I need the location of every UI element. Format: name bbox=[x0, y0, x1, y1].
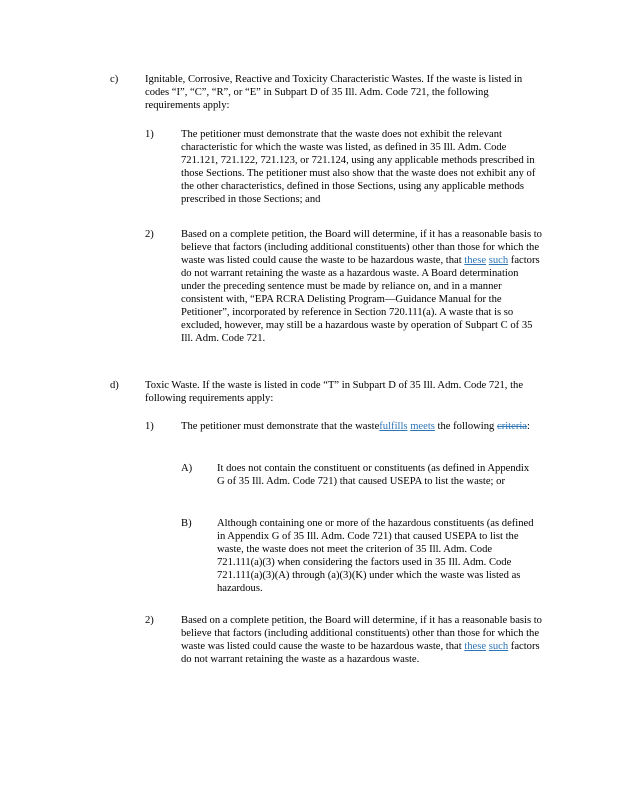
revision-inserted-such-2[interactable]: such bbox=[488, 641, 509, 652]
item-d1-text bbox=[181, 420, 543, 433]
section-c-label: c) bbox=[110, 74, 119, 85]
item-d1-label: 1) bbox=[145, 421, 154, 432]
revision-inserted-meets[interactable]: meets bbox=[410, 421, 435, 432]
section-d-intro: Toxic Waste. If the waste is listed in code “T” in Subpart D of 35 Ill. Adm. Code 721, the following requirements apply: bbox=[145, 380, 524, 404]
subitem-b-text: Although containing one or more of the hazardous constituents (as defined in Appendix G of 35 Ill. Adm. Code 721) that caused USEPA to list the waste, the waste does not meet the criterion of 35 Ill. Adm. Code 721.111(a)(3) when considering the factors used in 35 Ill. Adm. Code 721.111(a)(3)(A) through (a)(3)(K) under which the waste was listed as hazardous. bbox=[217, 518, 534, 594]
item-c1-label: 1) bbox=[145, 129, 154, 140]
item-c2-text bbox=[181, 228, 543, 345]
revision-deleted-criteria[interactable]: criteria bbox=[497, 421, 527, 432]
revision-inserted-these-2[interactable]: these bbox=[464, 641, 487, 652]
revision-inserted-these[interactable]: these bbox=[464, 255, 487, 266]
item-c1-text: The petitioner must demonstrate that the waste does not exhibit the relevant characteristic for which the waste was listed, as defined in 35 Ill. Adm. Code 721.121, 721.122, 721.123, or 721.124, using any applicable methods prescribed in those Sections. The petitioner must also show that the waste does not exhibit any of the other characteristics, defined in those Sections, using any applicable methods prescribed in those Sections; and bbox=[181, 129, 536, 205]
item-c2-text-before: Based on a complete petition, the Board will determine, if it has a reasonable basis to believe that factors (including additional constituents) other than those for which the waste was listed could cause the waste to be hazardous waste, that bbox=[181, 229, 542, 266]
item-c2-label: 2) bbox=[145, 229, 154, 240]
revision-inserted-fulfills[interactable]: fulfills bbox=[379, 421, 408, 432]
section-c-intro: Ignitable, Corrosive, Reactive and Toxicity Characteristic Wastes. If the waste is listed in codes “I”, “C”, “R”, or “E” in Subpart D of 35 Ill. Adm. Code 721, the following requirements apply: bbox=[145, 74, 523, 111]
subitem-a-text: It does not contain the constituent or constituents (as defined in Appendix G of 35 Ill. Adm. Code 721) that caused USEPA to list the waste; or bbox=[217, 463, 530, 487]
item-d1-text-mid: the following bbox=[434, 421, 497, 432]
revision-inserted-such[interactable]: such bbox=[488, 255, 509, 266]
item-d1-text-after: : bbox=[527, 421, 530, 432]
section-d-label: d) bbox=[110, 380, 119, 391]
item-d2-label: 2) bbox=[145, 615, 154, 626]
item-c2-text-after: factors do not warrant retaining the waste as a hazardous waste. A Board determination under the preceding sentence must be made by reliance on, and in a manner consistent with, “EPA RCRA Delisting Program—Guidance Manual for the Petitioner”, incorporated by reference in Section 720.111(a). A waste that is so excluded, however, may still be a hazardous waste by operation of Subpart C of 35 Ill. Adm. Code 721. bbox=[181, 255, 540, 344]
item-d2-text bbox=[181, 614, 543, 666]
item-d1-text-before: The petitioner must demonstrate that the waste bbox=[181, 421, 380, 432]
subitem-a-label: A) bbox=[181, 463, 193, 474]
item-d2-text-before: Based on a complete petition, the Board will determine, if it has a reasonable basis to believe that factors (including additional constituents) other than those for which the waste was listed could cause the waste to be hazardous waste, that bbox=[181, 615, 542, 652]
subitem-b-label: B) bbox=[181, 518, 192, 529]
item-d2-text-after: factors do not warrant retaining the waste as a hazardous waste. bbox=[181, 641, 540, 665]
